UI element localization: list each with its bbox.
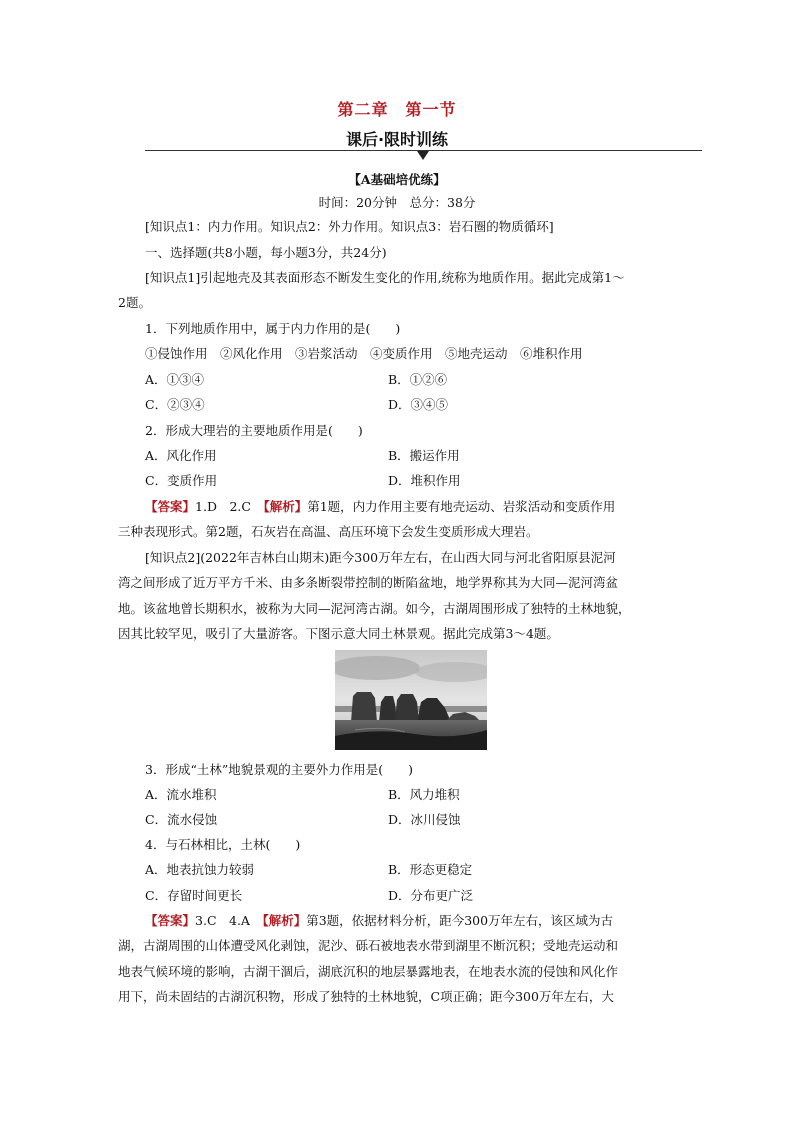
earth-forest-photo [335, 650, 487, 750]
analysis-3-4-line4: 用下，尚未固结的古湖沉积物，形成了独特的土林地貌，C项正确；距今300万年左右，大 [118, 989, 614, 1004]
q4-stem: 4．与石林相比，土林( ) [145, 837, 301, 852]
kp2-intro-line1: [知识点2](2022年吉林白山期末)距今300万年左右，在山西大同与河北省阳原县泥河 [145, 550, 616, 565]
q2-option-a: A．风化作用 [145, 448, 217, 463]
knowledge-points: [知识点1：内力作用。知识点2：外力作用。知识点3：岩石圈的物质循环] [145, 219, 554, 234]
answer-tag: 【答案】 [145, 499, 196, 514]
analysis-tag: 【解析】 [263, 499, 308, 514]
q3-option-c: C．流水侵蚀 [145, 812, 218, 827]
q3-stem: 3．形成“土林”地貌景观的主要外力作用是( ) [145, 762, 413, 777]
kp1-intro-line1: [知识点1]引起地壳及其表面形态不断发生变化的作用,统称为地质作用。据此完成第1～ [145, 270, 625, 285]
q4-option-c: C．存留时间更长 [145, 888, 243, 903]
chapter-title: 第二章 第一节 [337, 100, 457, 119]
q2-stem: 2．形成大理岩的主要地质作用是( ) [145, 423, 363, 438]
kp2-intro-line4: 因其比较罕见，吸引了大量游客。下图示意大同土林景观。据此完成第3～4题。 [118, 626, 559, 641]
q2-option-d: D．堆积作用 [388, 473, 461, 488]
q3-option-b: B．风力堆积 [388, 787, 460, 802]
analysis-3-4-line3: 地表气候环境的影响，古湖干涸后，湖底沉积的地层暴露地表，在地表水流的侵蚀和风化作 [118, 964, 619, 979]
q2-option-b: B．搬运作用 [388, 448, 460, 463]
q4-option-a: A．地表抗蚀力较弱 [145, 862, 255, 877]
answer-block-3-4 [145, 912, 613, 930]
analysis-text: 第1题，内力作用主要有地壳运动、岩浆活动和变质作用 [307, 499, 616, 514]
q2-option-c: C．变质作用 [145, 473, 218, 488]
q3-option-d: D．冰川侵蚀 [388, 812, 461, 827]
answer-tag: 【答案】 [145, 913, 196, 928]
q1-option-b: B．①②⑥ [388, 372, 448, 387]
analysis-1-2-line2: 三种表现形式。第2题，石灰岩在高温、高压环境下会发生变质形成大理岩。 [118, 524, 539, 539]
kp2-intro-line3: 地。该盆地曾长期积水，被称为大同—泥河湾古湖。如今，古湖周围形成了独特的土林地貌， [118, 601, 631, 616]
answer-values: 1.D 2.C [195, 499, 264, 514]
analysis-text: 第3题，依据材料分析，距今300万年左右，该区域为古 [306, 913, 614, 928]
q3-option-a: A．流水堆积 [145, 787, 217, 802]
analysis-tag: 【解析】 [262, 913, 307, 928]
q4-option-d: D．分布更广泛 [388, 888, 474, 903]
part-one-heading: 一、选择题(共8小题，每小题3分，共24分) [145, 245, 387, 260]
q1-option-c: C．②③④ [145, 397, 205, 412]
analysis-3-4-line2: 湖，古湖周围的山体遭受风化剥蚀，泥沙、砾石被地表水带到湖里不断沉积；受地壳运动和 [118, 938, 619, 953]
answer-values: 3.C 4.A [195, 913, 263, 928]
q1-stem: 1．下列地质作用中，属于内力作用的是( ) [145, 321, 401, 336]
answer-block-1-2 [145, 498, 615, 516]
q1-option-d: D．③④⑤ [388, 397, 449, 412]
q1-items: ①侵蚀作用 ②风化作用 ③岩浆活动 ④变质作用 ⑤地壳运动 ⑥堆积作用 [145, 346, 583, 361]
q1-option-a: A．①③④ [145, 372, 205, 387]
time-score-info: 时间：20分钟 总分：38分 [318, 195, 476, 210]
q4-option-b: B．形态更稳定 [388, 862, 473, 877]
subtitle: 课后·限时训练 [345, 130, 449, 149]
kp1-intro-line2: 2题。 [118, 295, 151, 310]
section-a-label: 【A基础培优练】 [348, 172, 446, 187]
kp2-intro-line2: 湾之间形成了近万平方千米、由多条断裂带控制的断陷盆地，地学界称其为大同—泥河湾盆 [118, 575, 619, 590]
triangle-marker-icon [417, 151, 429, 160]
